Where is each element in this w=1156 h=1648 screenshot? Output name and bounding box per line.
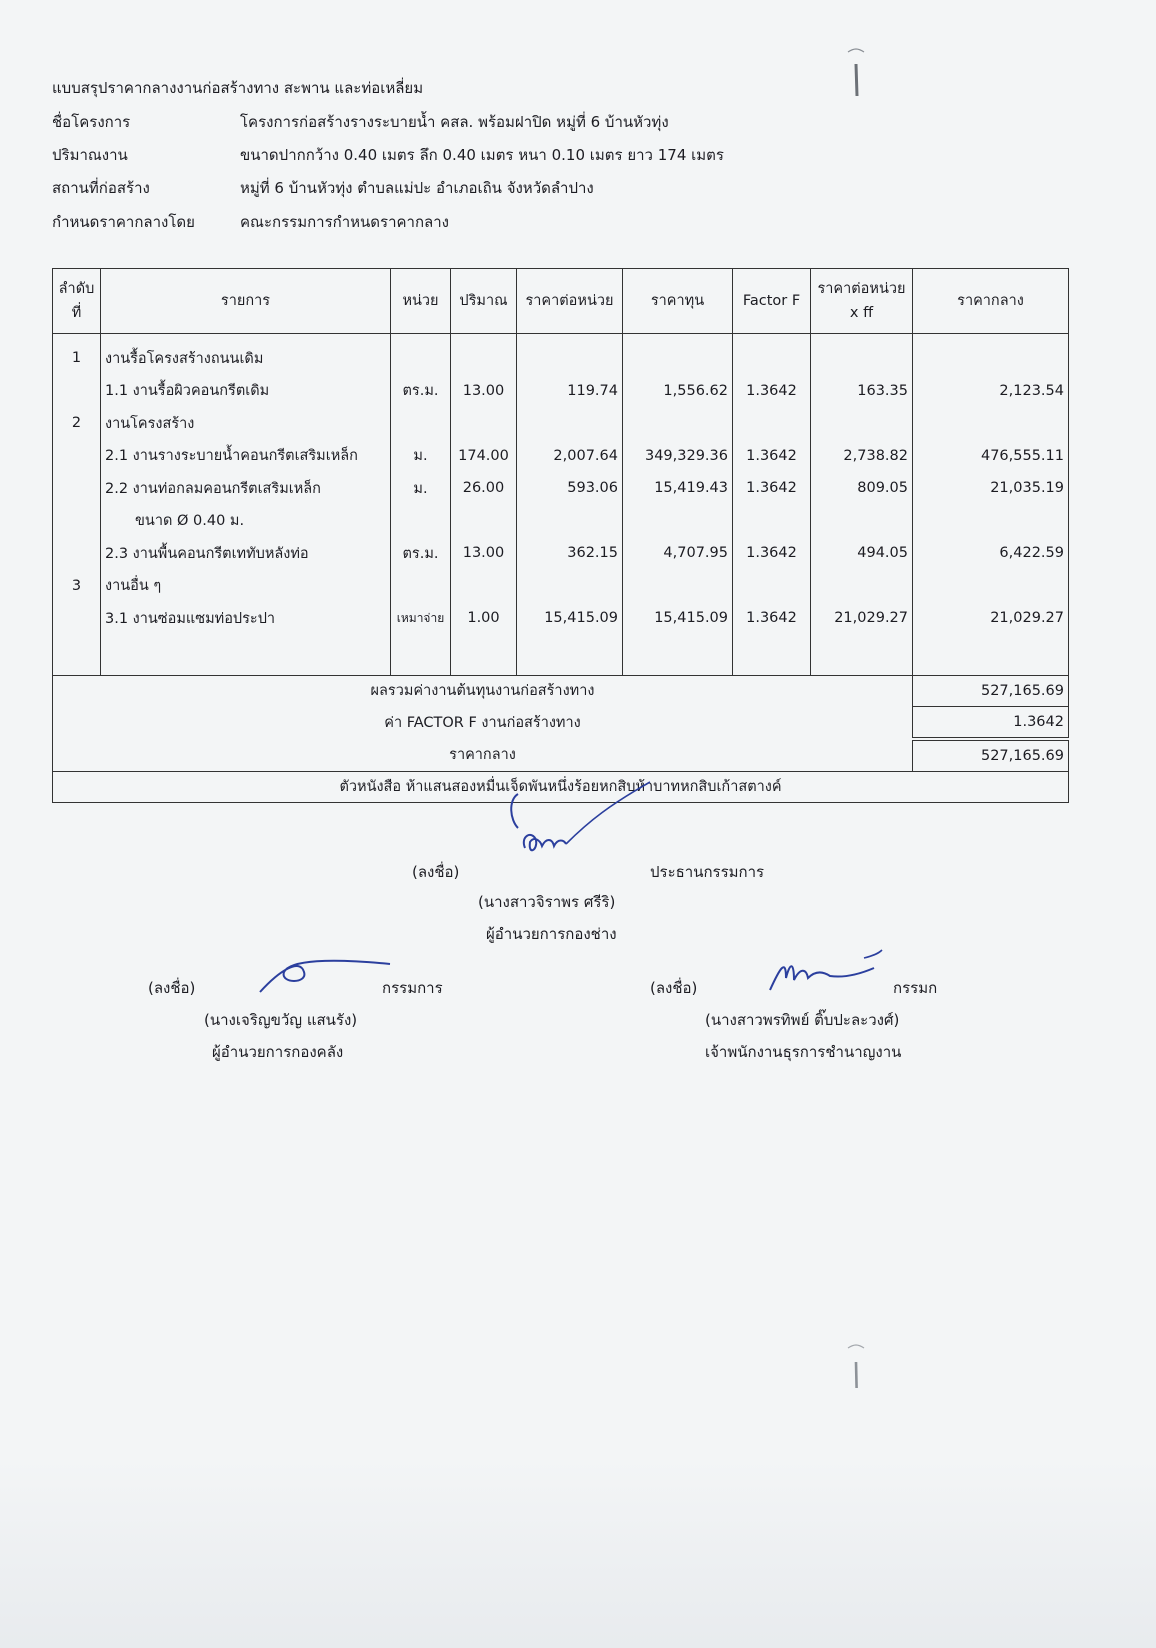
row-mid-price: 21,029.27: [913, 602, 1069, 635]
row-unit-price: [517, 407, 623, 440]
row-price-ff: 494.05: [811, 537, 913, 570]
mid-price-row: [53, 739, 1069, 772]
row-qty: [451, 407, 517, 440]
info-value: ขนาดปากกว้าง 0.40 เมตร ลึก 0.40 เมตร หนา 0.10 เมตร ยาว 174 เมตร: [240, 146, 724, 164]
row-cost: 15,415.09: [623, 602, 733, 635]
row-qty: [451, 505, 517, 538]
column-header-unit: หน่วย: [391, 269, 451, 334]
row-price-ff: [811, 570, 913, 603]
total-cost-label: ผลรวมค่างานต้นทุนงานก่อสร้างทาง: [53, 675, 913, 706]
row-no: [53, 375, 101, 408]
row-qty: [451, 570, 517, 603]
row-unit-price: [517, 570, 623, 603]
left-member-sign-prefix: (ลงชื่อ): [148, 979, 196, 997]
row-no: [53, 505, 101, 538]
column-header-price-ff: ราคาต่อหน่วย x ff: [811, 269, 913, 334]
scan-dust-mark: [846, 44, 866, 104]
row-qty: 13.00: [451, 537, 517, 570]
row-no: 1: [53, 334, 101, 375]
row-unit: ม.: [391, 472, 451, 505]
document-title: แบบสรุปราคากลางงานก่อสร้างทาง สะพาน และท่อเหลี่ยม: [52, 79, 424, 97]
row-no: [53, 472, 101, 505]
column-header-no: ลำดับ ที่: [53, 269, 101, 334]
row-item: 1.1 งานรื้อผิวคอนกรีตเดิม: [101, 375, 391, 408]
blank-cell: [517, 635, 623, 676]
row-mid-price: 2,123.54: [913, 375, 1069, 408]
row-factor: 1.3642: [733, 472, 811, 505]
row-qty: [451, 334, 517, 375]
column-header-mid-price: ราคากลาง: [913, 269, 1069, 334]
chair-position: ผู้อำนวยการกองช่าง: [486, 925, 617, 943]
row-mid-price: 21,035.19: [913, 472, 1069, 505]
row-unit-price: 2,007.64: [517, 440, 623, 473]
info-label: ชื่อโครงการ: [52, 113, 131, 131]
info-value: โครงการก่อสร้างรางระบายน้ำ คสล. พร้อมฝาปิด หมู่ที่ 6 บ้านหัวทุ่ง: [240, 113, 669, 131]
left-member-name: (นางเจริญขวัญ แสนรัง): [204, 1011, 358, 1029]
row-mid-price: 6,422.59: [913, 537, 1069, 570]
row-price-ff: [811, 505, 913, 538]
chair-signature-mark: [480, 780, 660, 880]
table-row: [53, 602, 1069, 635]
row-price-ff: 2,738.82: [811, 440, 913, 473]
info-label: กำหนดราคากลางโดย: [52, 213, 195, 231]
row-unit: [391, 505, 451, 538]
info-label: สถานที่ก่อสร้าง: [52, 179, 150, 197]
row-factor: 1.3642: [733, 440, 811, 473]
row-factor: 1.3642: [733, 375, 811, 408]
scan-shading: [0, 1460, 1156, 1648]
table-body: [53, 334, 1069, 676]
row-unit-price: [517, 334, 623, 375]
row-no: [53, 440, 101, 473]
row-cost: 349,329.36: [623, 440, 733, 473]
blank-cell: [913, 635, 1069, 676]
row-unit: ม.: [391, 440, 451, 473]
row-item: 2.2 งานท่อกลมคอนกรีตเสริมเหล็ก: [101, 472, 391, 505]
factor-value: 1.3642: [913, 706, 1069, 739]
right-member-signature-mark: [764, 928, 894, 998]
row-cost: 15,419.43: [623, 472, 733, 505]
row-factor: [733, 505, 811, 538]
row-price-ff: [811, 334, 913, 375]
left-member-role: กรรมการ: [382, 979, 443, 997]
table-row: [53, 375, 1069, 408]
row-item: 2.3 งานพื้นคอนกรีตเททับหลังท่อ: [101, 537, 391, 570]
row-mid-price: [913, 334, 1069, 375]
table-row: [53, 505, 1069, 538]
row-unit-price: 119.74: [517, 375, 623, 408]
row-no: 2: [53, 407, 101, 440]
chair-role: ประธานกรรมการ: [650, 863, 765, 881]
table-row: [53, 334, 1069, 375]
right-member-role: กรรมก: [893, 979, 938, 997]
table-row: [53, 570, 1069, 603]
row-item: 3.1 งานซ่อมแซมท่อประปา: [101, 602, 391, 635]
price-summary-table: [52, 268, 1069, 803]
row-cost: 1,556.62: [623, 375, 733, 408]
row-item: งานอื่น ๆ: [101, 570, 391, 603]
table-row: [53, 440, 1069, 473]
row-price-ff: 809.05: [811, 472, 913, 505]
row-unit-price: 362.15: [517, 537, 623, 570]
blank-cell: [811, 635, 913, 676]
row-factor: 1.3642: [733, 537, 811, 570]
row-item: งานโครงสร้าง: [101, 407, 391, 440]
table-row: [53, 537, 1069, 570]
left-member-position: ผู้อำนวยการกองคลัง: [212, 1043, 344, 1061]
row-item: 2.1 งานรางระบายน้ำคอนกรีตเสริมเหล็ก: [101, 440, 391, 473]
right-member-name: (นางสาวพรทิพย์ ติ๊บปะละวงศ์): [705, 1011, 900, 1029]
row-factor: [733, 334, 811, 375]
column-header-unit-price: ราคาต่อหน่วย: [517, 269, 623, 334]
mid-price-value: 527,165.69: [913, 739, 1069, 772]
row-unit: [391, 570, 451, 603]
blank-cell: [451, 635, 517, 676]
row-factor: 1.3642: [733, 602, 811, 635]
row-cost: [623, 570, 733, 603]
total-cost-value: 527,165.69: [913, 675, 1069, 706]
row-unit-price: 15,415.09: [517, 602, 623, 635]
row-qty: 174.00: [451, 440, 517, 473]
row-price-ff: [811, 407, 913, 440]
column-header-qty: ปริมาณ: [451, 269, 517, 334]
row-no: [53, 537, 101, 570]
row-cost: [623, 334, 733, 375]
column-header-item: รายการ: [101, 269, 391, 334]
table-row-blank: [53, 635, 1069, 676]
table-row: [53, 407, 1069, 440]
row-unit: เหมาจ่าย: [391, 602, 451, 635]
factor-label: ค่า FACTOR F งานก่อสร้างทาง: [53, 706, 913, 739]
right-member-position: เจ้าพนักงานธุรการชำนาญงาน: [705, 1043, 902, 1061]
row-item: งานรื้อโครงสร้างถนนเดิม: [101, 334, 391, 375]
left-member-signature-mark: [250, 950, 400, 1000]
row-no: [53, 602, 101, 635]
blank-cell: [53, 635, 101, 676]
row-mid-price: [913, 505, 1069, 538]
scan-dust-mark: [846, 1340, 866, 1400]
row-unit-price: 593.06: [517, 472, 623, 505]
row-price-ff: 21,029.27: [811, 602, 913, 635]
column-header-cost: ราคาทุน: [623, 269, 733, 334]
row-mid-price: 476,555.11: [913, 440, 1069, 473]
factor-row: [53, 706, 1069, 739]
info-value: หมู่ที่ 6 บ้านหัวทุ่ง ตำบลแม่ปะ อำเภอเถิน จังหวัดลำปาง: [240, 179, 594, 197]
row-cost: 4,707.95: [623, 537, 733, 570]
row-unit: [391, 334, 451, 375]
row-cost: [623, 407, 733, 440]
chair-sign-prefix: (ลงชื่อ): [412, 863, 460, 881]
info-value: คณะกรรมการกำหนดราคากลาง: [240, 213, 449, 231]
row-unit: ตร.ม.: [391, 375, 451, 408]
row-qty: 13.00: [451, 375, 517, 408]
blank-cell: [733, 635, 811, 676]
row-factor: [733, 570, 811, 603]
info-label: ปริมาณงาน: [52, 146, 128, 164]
row-cost: [623, 505, 733, 538]
row-factor: [733, 407, 811, 440]
total-cost-row: [53, 675, 1069, 706]
row-qty: 26.00: [451, 472, 517, 505]
row-mid-price: [913, 407, 1069, 440]
chair-name: (นางสาวจิราพร ศรีริ): [478, 893, 616, 911]
row-price-ff: 163.35: [811, 375, 913, 408]
row-no: 3: [53, 570, 101, 603]
row-unit-price: [517, 505, 623, 538]
table-row: [53, 472, 1069, 505]
row-item: ขนาด Ø 0.40 ม.: [101, 505, 391, 538]
mid-price-label: ราคากลาง: [53, 739, 913, 772]
blank-cell: [391, 635, 451, 676]
blank-cell: [623, 635, 733, 676]
row-qty: 1.00: [451, 602, 517, 635]
row-unit: ตร.ม.: [391, 537, 451, 570]
right-member-sign-prefix: (ลงชื่อ): [650, 979, 698, 997]
row-unit: [391, 407, 451, 440]
amount-in-words: ตัวหนังสือ ห้าแสนสองหมื่นเจ็ดพันหนึ่งร้อยหกสิบห้าบาทหกสิบเก้าสตางค์: [53, 771, 1069, 802]
row-mid-price: [913, 570, 1069, 603]
column-header-factor: Factor F: [733, 269, 811, 334]
blank-cell: [101, 635, 391, 676]
table-header-row: [53, 269, 1069, 334]
